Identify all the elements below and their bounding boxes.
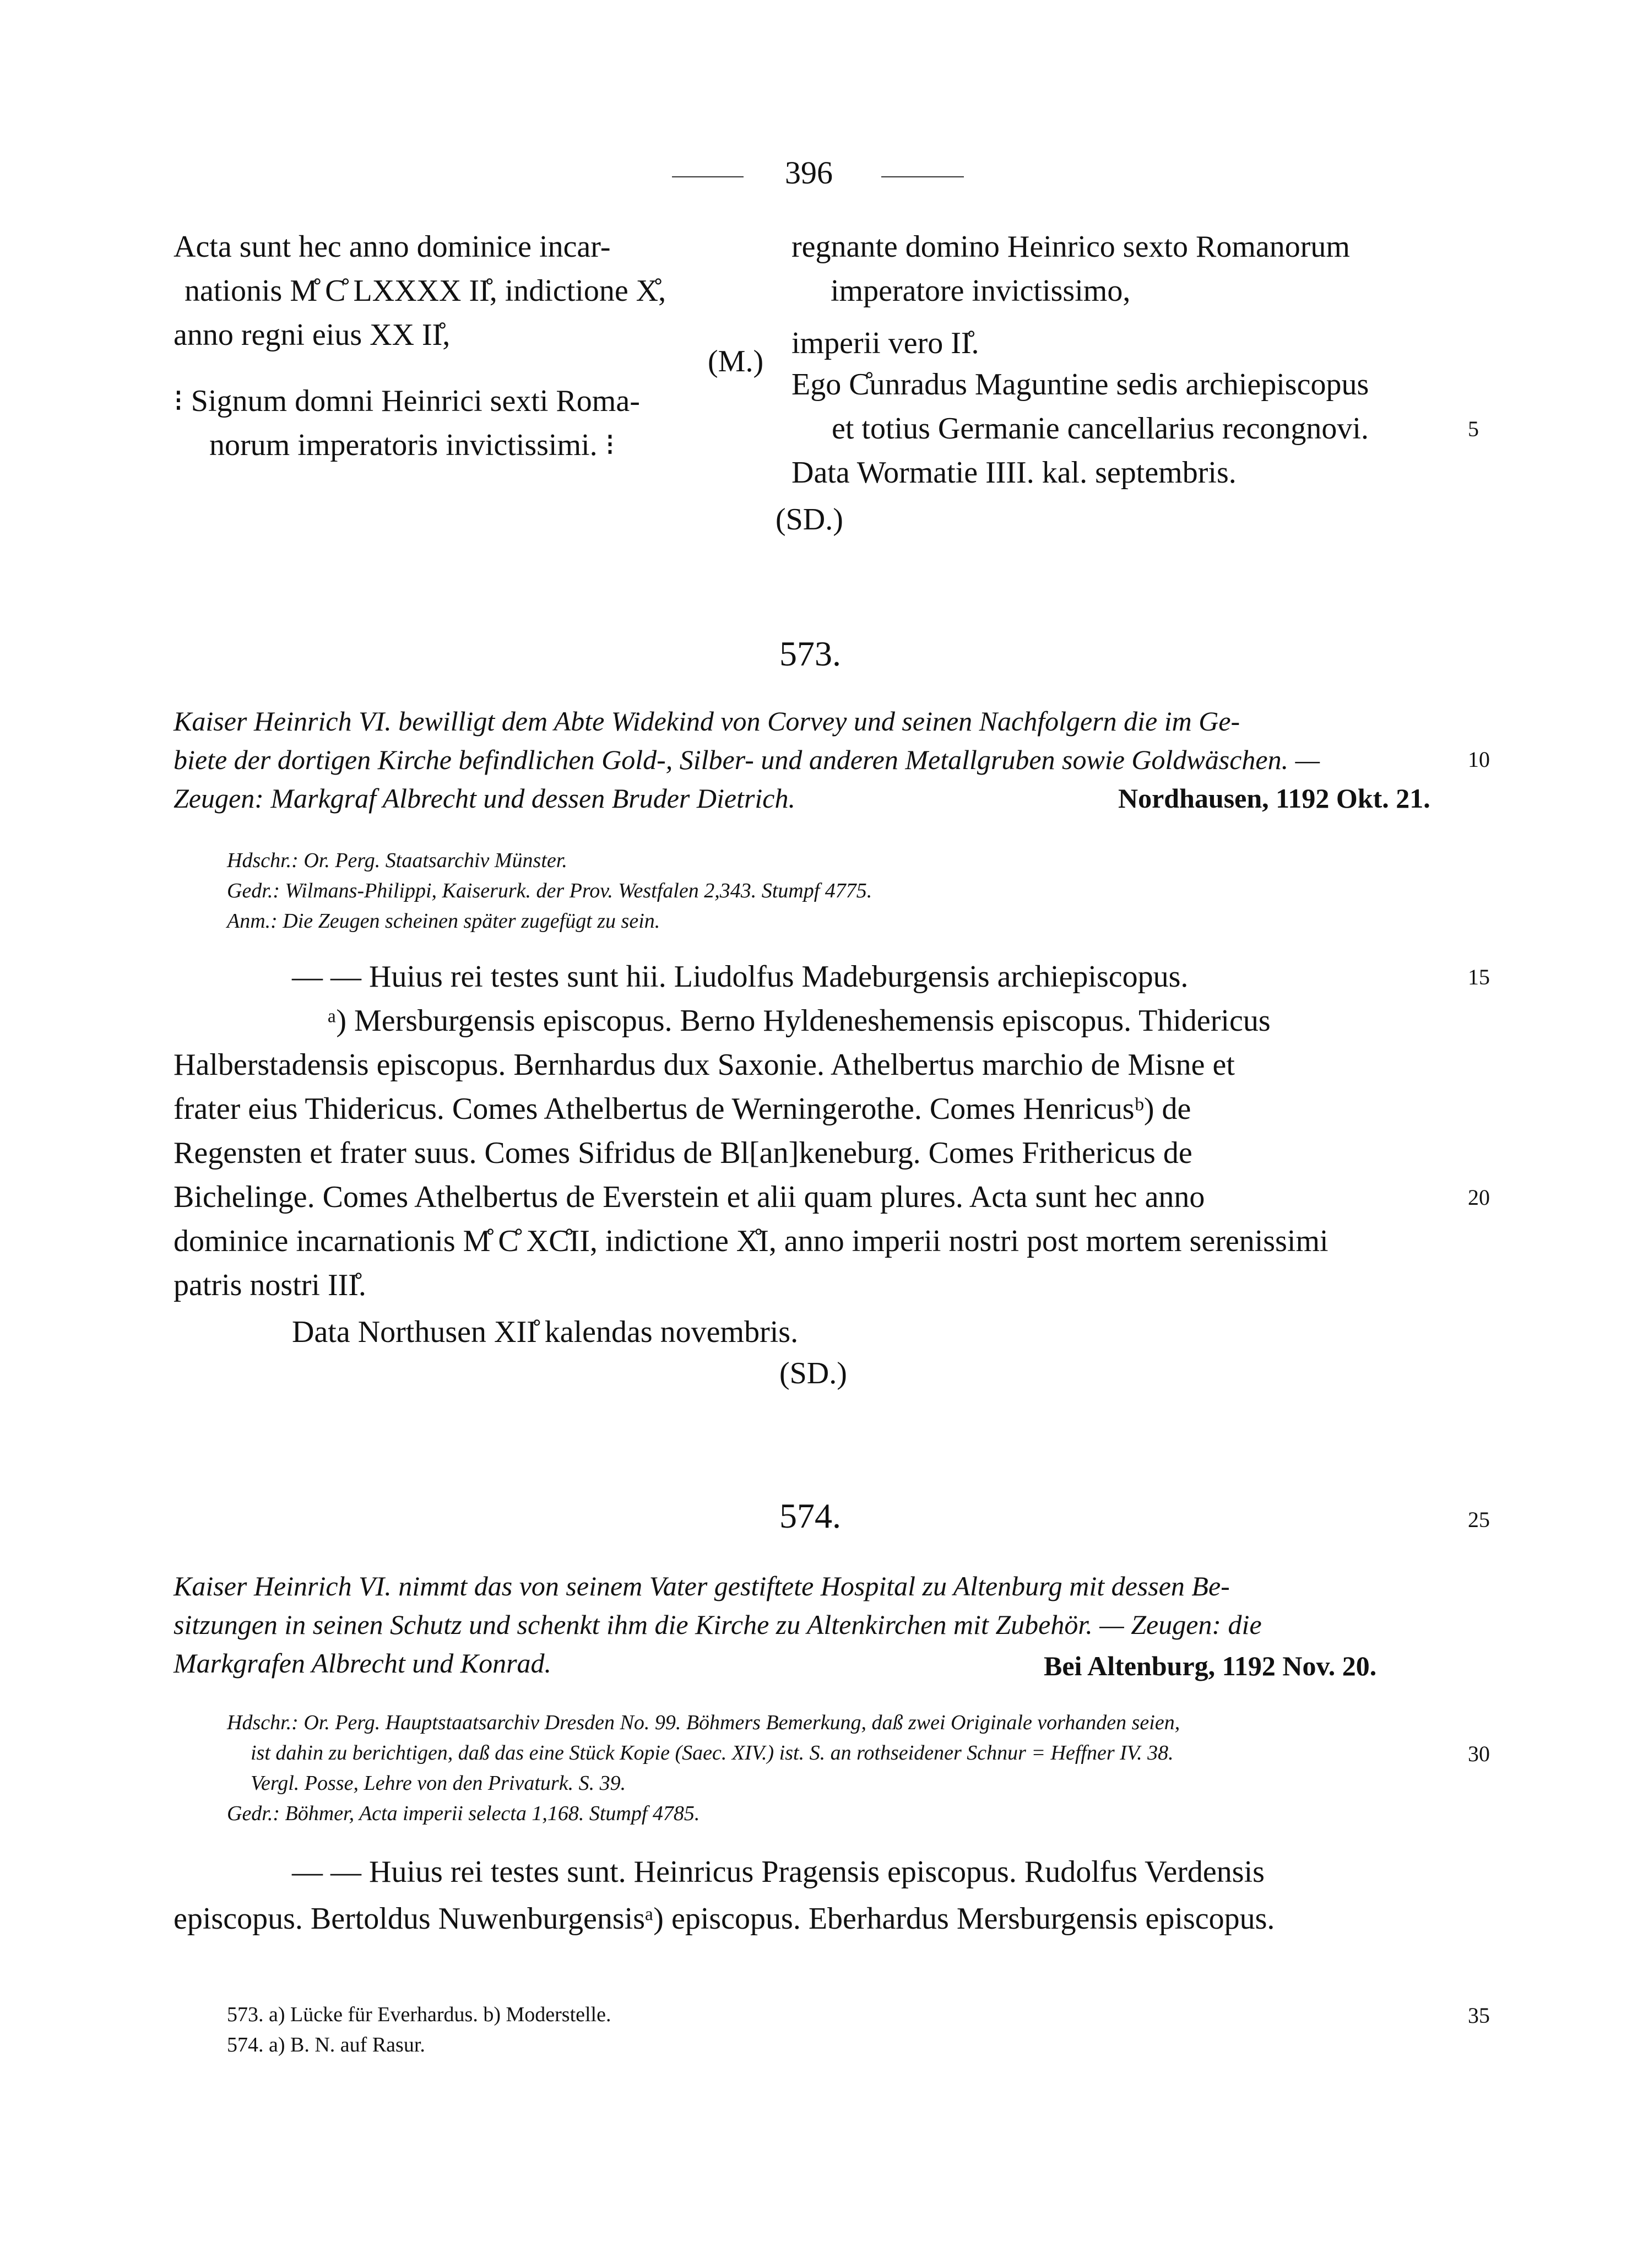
line-number-10: 10: [1468, 747, 1490, 772]
entry-574-note-line-4: Gedr.: Böhmer, Acta imperii selecta 1,168. Stumpf 4785.: [227, 1802, 700, 1825]
top-left-line-3: anno regni eius XX II̊,: [173, 318, 451, 352]
entry-574-regest-line-2: sitzungen in seinen Schutz und schenkt ihm die Kirche zu Altenkirchen mit Zubehör. — Zeugen: die: [173, 1609, 1262, 1640]
top-right-line-6: Data Wormatie IIII. kal. septembris.: [791, 456, 1237, 490]
entry-573-text-line-5: Regensten et frater suus. Comes Sifridus de Bl[an]keneburg. Comes Frithericus de: [173, 1136, 1192, 1170]
entry-573-text-line-4: frater eius Thidericus. Comes Athelbertus de Werningerothe. Comes Henricusᵇ) de: [173, 1092, 1191, 1126]
header-rule-left: [672, 176, 744, 177]
top-left-line-1: Acta sunt hec anno dominice incar-: [173, 230, 611, 264]
header-rule-right: [881, 176, 964, 177]
entry-574-note-line-3: Vergl. Posse, Lehre von den Privaturk. S. 39.: [251, 1772, 626, 1795]
top-right-line-2: imperatore invictissimo,: [831, 274, 1131, 308]
entry-573-regest-line-2: biete der dortigen Kirche befindlichen Gold-, Silber- und anderen Metallgruben sowie Goldwäschen. —: [173, 744, 1320, 775]
entry-573-seal: (SD.): [779, 1356, 847, 1390]
entry-573-text-line-1: — — Huius rei testes sunt hii. Liudolfus Madeburgensis archiepiscopus.: [292, 960, 1189, 994]
top-left-line-2: nationis M̊ C̊ LXXXX II̊, indictione X̊,: [185, 274, 666, 308]
entry-574-text-line-1: — — Huius rei testes sunt. Heinricus Pragensis episcopus. Rudolfus Verdensis: [292, 1855, 1265, 1889]
top-right-line-1: regnante domino Heinrico sexto Romanorum: [791, 230, 1350, 264]
entry-573-text-line-2: ᵃ) Mersburgensis episcopus. Berno Hyldeneshemensis episcopus. Thidericus: [328, 1004, 1271, 1038]
entry-573-note-anm: Anm.: Die Zeugen scheinen später zugefügt zu sein.: [227, 910, 660, 933]
top-right-line-5: et totius Germanie cancellarius recongnovi.: [832, 412, 1369, 446]
top-right-seal: (SD.): [776, 502, 843, 537]
entry-573-text-line-7: dominice incarnationis M̊ C̊ XC̊II, indictione X̊I, anno imperii nostri post mortem serenissimi: [173, 1224, 1329, 1258]
monogram-mark: (M.): [708, 344, 764, 378]
entry-574-note-line-2: ist dahin zu berichtigen, daß das eine Stück Kopie (Saec. XIV.) ist. S. an rothseidener Schnur = Heffner IV. 38.: [251, 1741, 1174, 1764]
entry-573-number: 573.: [779, 634, 841, 673]
entry-574-note-line-1: Hdschr.: Or. Perg. Hauptstaatsarchiv Dresden No. 99. Böhmers Bemerkung, daß zwei Originale vorhanden seien,: [227, 1711, 1180, 1734]
entry-573-data-line: Data Northusen XII̊ kalendas novembris.: [292, 1315, 799, 1349]
line-number-30: 30: [1468, 1741, 1490, 1766]
top-right-line-4: Ego C̊unradus Maguntine sedis archiepiscopus: [791, 367, 1369, 402]
footnote-574: 574. a) B. N. auf Rasur.: [227, 2033, 425, 2056]
top-right-line-3: imperii vero II̊.: [791, 326, 979, 360]
entry-574-regest-line-1: Kaiser Heinrich VI. nimmt das von seinem Vater gestiftete Hospital zu Altenburg mit dessen Be-: [173, 1571, 1230, 1601]
page-number: 396: [785, 155, 833, 191]
entry-573-regest-line-3: Zeugen: Markgraf Albrecht und dessen Bruder Dietrich.: [173, 783, 795, 814]
entry-574-regest-line-3: Markgrafen Albrecht und Konrad.: [173, 1648, 552, 1679]
footnote-573: 573. a) Lücke für Everhardus. b) Moderstelle.: [227, 2003, 611, 2026]
entry-573-text-line-6: Bichelinge. Comes Athelbertus de Everstein et alii quam plures. Acta sunt hec anno: [173, 1180, 1205, 1214]
line-number-15: 15: [1468, 965, 1490, 989]
line-number-5: 5: [1468, 416, 1479, 441]
entry-573-text-line-3: Halberstadensis episcopus. Bernhardus dux Saxonie. Athelbertus marchio de Misne et: [173, 1048, 1235, 1082]
entry-574-date: Bei Altenburg, 1192 Nov. 20.: [1044, 1650, 1377, 1681]
top-left-line-4: ⁝ Signum domni Heinrici sexti Roma-: [173, 384, 640, 418]
line-number-25: 25: [1468, 1507, 1490, 1532]
entry-573-text-line-8: patris nostri III̊.: [173, 1268, 366, 1302]
entry-573-note-hdschr: Hdschr.: Or. Perg. Staatsarchiv Münster.: [227, 849, 567, 872]
entry-573-date: Nordhausen, 1192 Okt. 21.: [1118, 783, 1430, 814]
entry-573-note-gedr: Gedr.: Wilmans-Philippi, Kaiserurk. der Prov. Westfalen 2,343. Stumpf 4775.: [227, 879, 872, 902]
entry-573-regest-line-1: Kaiser Heinrich VI. bewilligt dem Abte Widekind von Corvey und seinen Nachfolgern die im Ge-: [173, 706, 1240, 737]
line-number-20: 20: [1468, 1185, 1490, 1210]
top-left-line-5: norum imperatoris invictissimi. ⁝: [209, 428, 615, 462]
entry-574-number: 574.: [779, 1496, 841, 1535]
line-number-35: 35: [1468, 2003, 1490, 2028]
entry-574-text-line-2: episcopus. Bertoldus Nuwenburgensisᵃ) episcopus. Eberhardus Mersburgensis episcopus.: [173, 1902, 1275, 1936]
